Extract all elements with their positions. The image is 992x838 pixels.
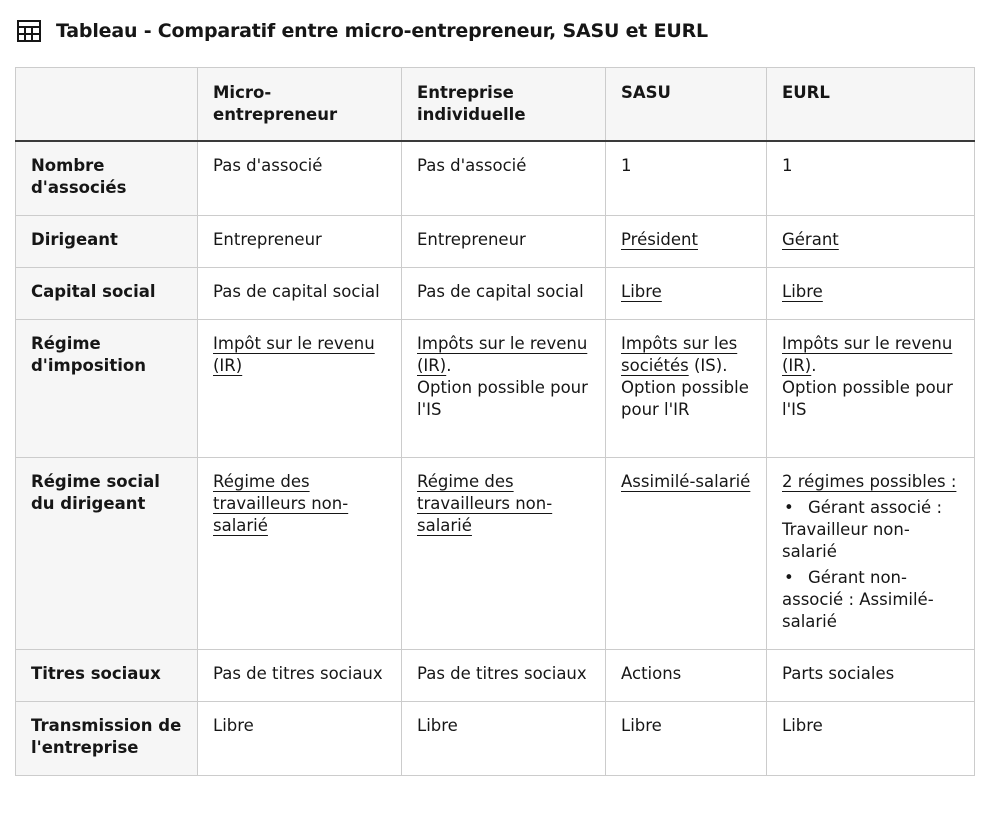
ei-imposition-option: Option possible pour l'IS xyxy=(417,378,588,419)
header-sasu: SASU xyxy=(606,68,767,142)
capital-libre-eurl-link[interactable]: Libre xyxy=(782,282,823,301)
capital-libre-sasu-link[interactable]: Libre xyxy=(621,282,662,301)
list-item: • Gérant non-associé : Assimilé-salarié xyxy=(782,568,934,631)
header-eurl: EURL xyxy=(767,68,975,142)
cell-sasu-imposition xyxy=(606,320,767,458)
cell-eurl-dirigeant xyxy=(767,216,975,268)
sasu-imposition-tail: . xyxy=(722,356,728,375)
comparison-table xyxy=(15,67,975,776)
row-label-imposition: Régime d'imposition xyxy=(16,320,198,458)
eurl-imposition-option: Option possible pour l'IS xyxy=(782,378,953,419)
assimile-salarie-link[interactable]: Assimilé-salarié xyxy=(621,472,751,491)
cell-eurl-capital xyxy=(767,268,975,320)
eurl-imposition-tail: . xyxy=(811,356,817,375)
impot-revenu-micro-link[interactable]: Impôt sur le revenu (IR) xyxy=(213,334,375,375)
header-entreprise-individuelle: Entreprise individuelle xyxy=(402,68,606,142)
cell-micro-associes: Pas d'associé xyxy=(198,141,402,216)
cell-micro-dirigeant: Entrepreneur xyxy=(198,216,402,268)
cell-ei-capital: Pas de capital social xyxy=(402,268,606,320)
ei-imposition-tail: . xyxy=(446,356,452,375)
tns-ei-link[interactable]: Régime des travailleurs non-salarié xyxy=(417,472,553,535)
impot-revenu-ei-link[interactable]: Impôts sur le revenu (IR) xyxy=(417,334,588,375)
deux-regimes-link[interactable]: 2 régimes possibles : xyxy=(782,472,957,491)
table-row xyxy=(16,141,975,216)
table-caption xyxy=(16,18,708,44)
cell-micro-imposition xyxy=(198,320,402,458)
sasu-imposition-abbr: (IS) xyxy=(693,356,723,375)
cell-micro-transmission: Libre xyxy=(198,702,402,776)
row-label-transmission: Transmission de l'entreprise xyxy=(16,702,198,776)
gerant-link[interactable]: Gérant xyxy=(782,230,839,249)
regime-options-list xyxy=(782,497,960,633)
cell-sasu-transmission: Libre xyxy=(606,702,767,776)
cell-ei-imposition xyxy=(402,320,606,458)
row-label-capital: Capital social xyxy=(16,268,198,320)
header-micro-entrepreneur: Micro-entrepreneur xyxy=(198,68,402,142)
cell-eurl-transmission: Libre xyxy=(767,702,975,776)
table-row xyxy=(16,650,975,702)
cell-eurl-social xyxy=(767,458,975,650)
cell-sasu-titres: Actions xyxy=(606,650,767,702)
cell-ei-titres: Pas de titres sociaux xyxy=(402,650,606,702)
header-empty xyxy=(16,68,198,142)
cell-sasu-capital xyxy=(606,268,767,320)
cell-ei-dirigeant: Entrepreneur xyxy=(402,216,606,268)
cell-eurl-associes: 1 xyxy=(767,141,975,216)
cell-ei-transmission: Libre xyxy=(402,702,606,776)
row-label-social: Régime social du dirigeant xyxy=(16,458,198,650)
cell-eurl-titres: Parts sociales xyxy=(767,650,975,702)
cell-sasu-dirigeant xyxy=(606,216,767,268)
cell-sasu-associes: 1 xyxy=(606,141,767,216)
row-label-titres: Titres sociaux xyxy=(16,650,198,702)
table-row xyxy=(16,702,975,776)
page-title: Tableau - Comparatif entre micro-entrepreneur, SASU et EURL xyxy=(56,20,708,42)
cell-ei-social xyxy=(402,458,606,650)
table-row xyxy=(16,268,975,320)
cell-micro-titres: Pas de titres sociaux xyxy=(198,650,402,702)
cell-micro-capital: Pas de capital social xyxy=(198,268,402,320)
table-row xyxy=(16,320,975,458)
bullet-icon: • xyxy=(784,568,794,587)
row-label-dirigeant: Dirigeant xyxy=(16,216,198,268)
impot-revenu-eurl-link[interactable]: Impôts sur le revenu (IR) xyxy=(782,334,953,375)
cell-eurl-imposition xyxy=(767,320,975,458)
table-icon xyxy=(16,18,42,44)
bullet-icon: • xyxy=(784,498,794,517)
cell-sasu-social xyxy=(606,458,767,650)
tns-micro-link[interactable]: Régime des travailleurs non-salarié xyxy=(213,472,349,535)
table-row xyxy=(16,216,975,268)
impot-societes-link[interactable]: Impôts sur les sociétés xyxy=(621,334,738,375)
cell-micro-social xyxy=(198,458,402,650)
table-row xyxy=(16,458,975,650)
sasu-imposition-option: Option possible pour l'IR xyxy=(621,378,749,419)
president-link[interactable]: Président xyxy=(621,230,698,249)
row-label-associes: Nombre d'associés xyxy=(16,141,198,216)
list-item: • Gérant associé : Travailleur non-salarié xyxy=(782,498,943,561)
cell-ei-associes: Pas d'associé xyxy=(402,141,606,216)
table-header-row xyxy=(16,68,975,142)
